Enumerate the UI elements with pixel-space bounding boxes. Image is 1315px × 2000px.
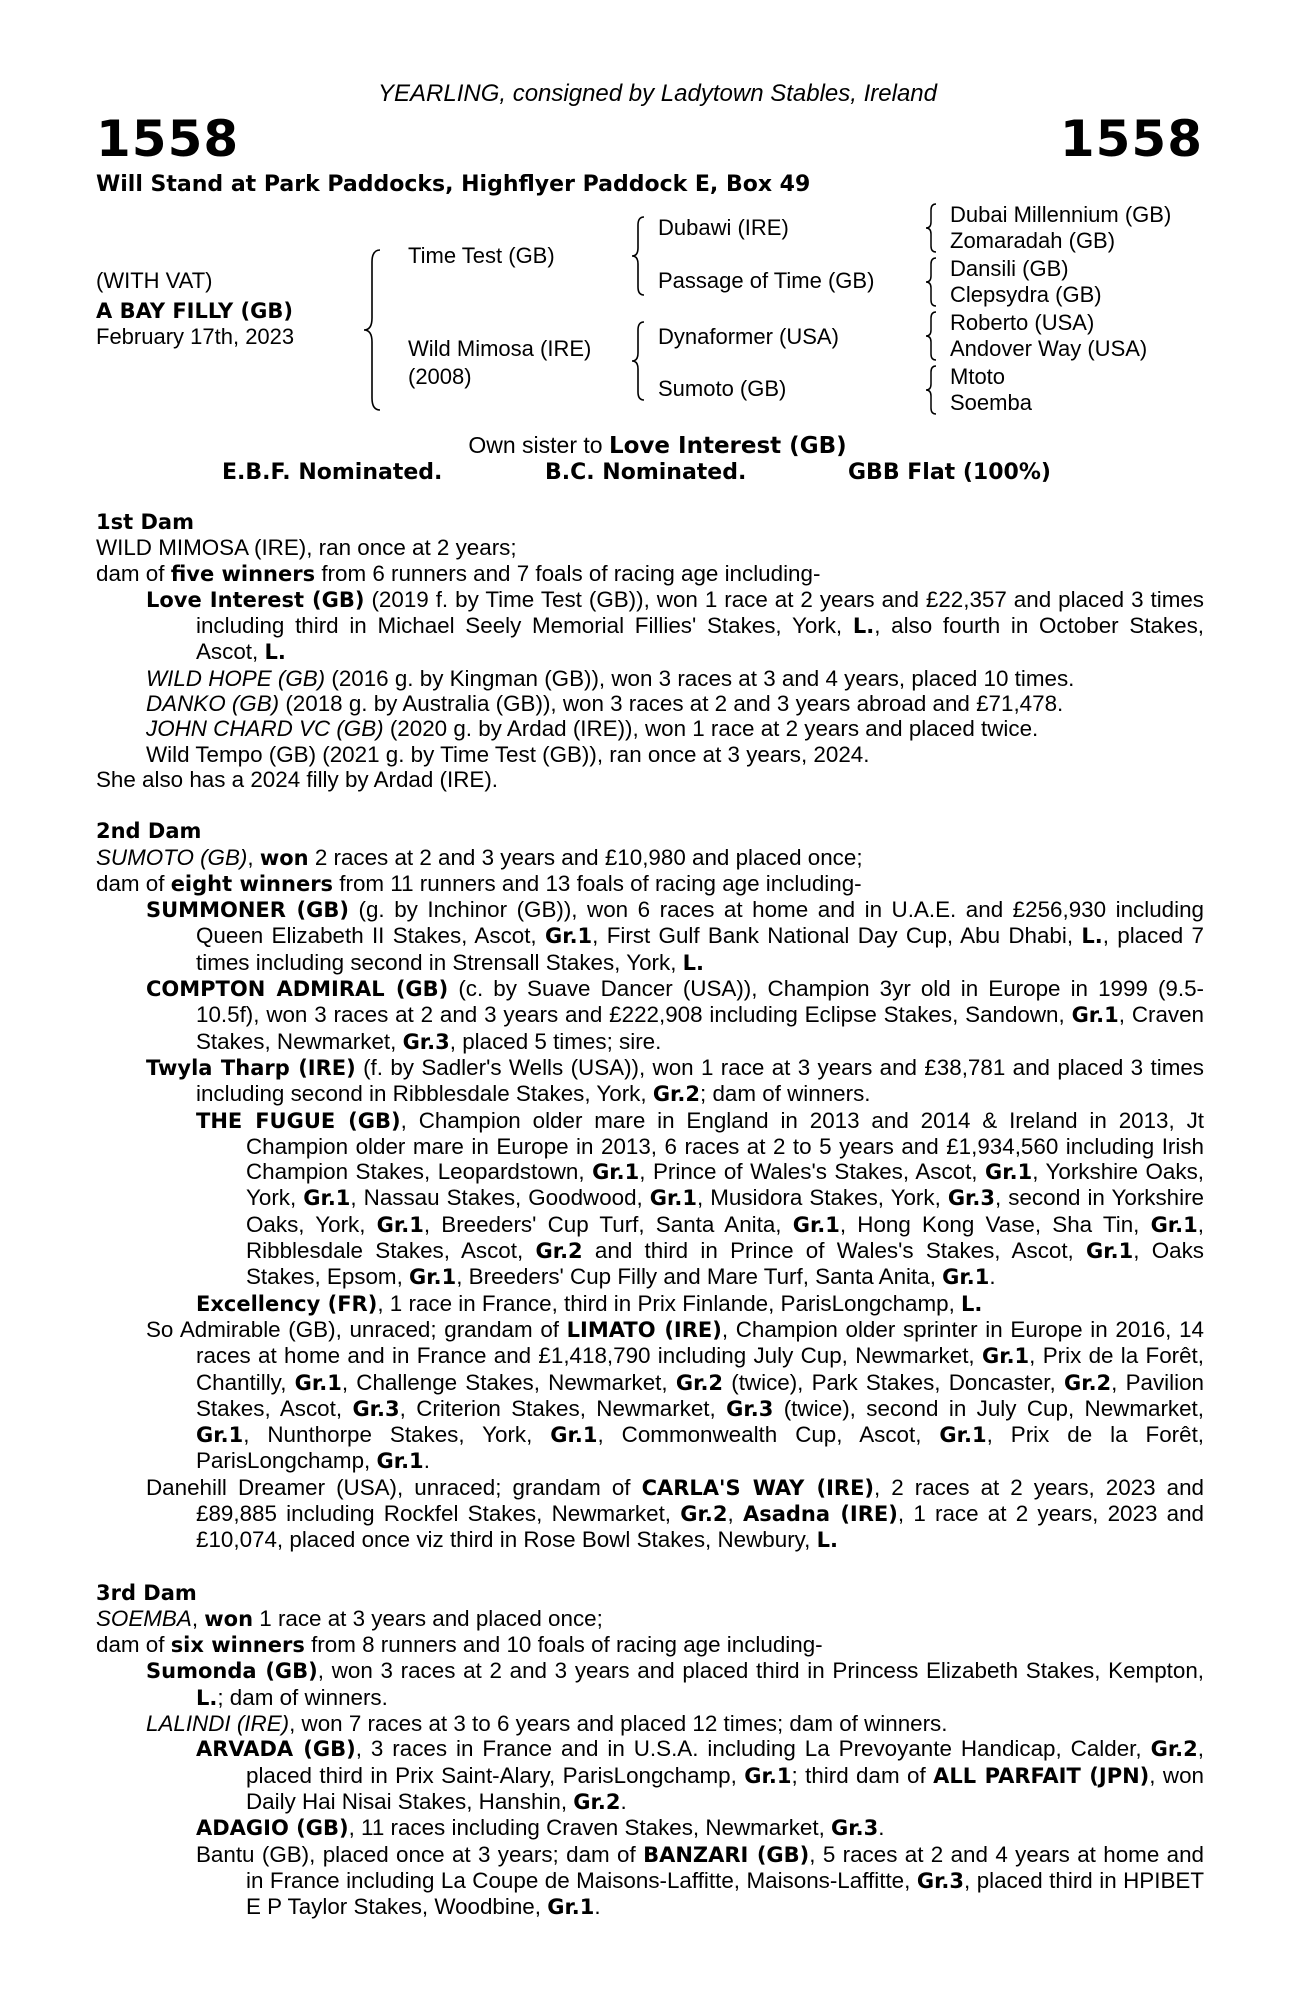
ancestor-g3: Dansili (GB): [950, 256, 1069, 281]
consignment-line: YEARLING, consigned by Ladytown Stables, Ireland: [378, 80, 937, 107]
dam-name: Wild Mimosa (IRE): [408, 336, 592, 361]
second-dam-line: SUMOTO (GB), won 2 races at 2 and 3 years and £10,980 and placed once;: [96, 844, 863, 870]
produce-entry: Excellency (FR), 1 race in France, third in Prix Finlande, ParisLongchamp, L.: [196, 1290, 983, 1316]
gbb-flat: GBB Flat (100%): [848, 460, 1051, 485]
dam-sire: Dynaformer (USA): [658, 324, 839, 349]
produce-entry: JOHN CHARD VC (GB) (2020 g. by Ardad (IRE)), won 1 race at 2 years and placed twice.: [146, 716, 1039, 742]
brace-g1: [924, 202, 946, 254]
produce-entry: Wild Tempo (GB) (2021 g. by Time Test (GB)), ran once at 3 years, 2024.: [146, 741, 870, 767]
subject-dob: February 17th, 2023: [96, 324, 295, 349]
produce-entry: DANKO (GB) (2018 g. by Australia (GB)), won 3 races at 2 and 3 years abroad and £71,478.: [146, 691, 1064, 717]
first-dam-produce-summary: dam of five winners from 6 runners and 7 foals of racing age including-: [96, 560, 821, 586]
first-dam-heading: 1st Dam: [96, 510, 194, 534]
stand-location: Will Stand at Park Paddocks, Highflyer Paddock E, Box 49: [96, 172, 811, 197]
produce-record: [96, 510, 1204, 1920]
produce-entry: COMPTON ADMIRAL (GB) (c. by Suave Dancer (USA)), Champion 3yr old in Europe in 1999 (9.5-10.5f), won 3 races at 2 and 3 years and £222,908 including Eclipse Stakes, Sandown, Gr.1, Craven Stakes, Newmarket, Gr.3, placed 5 times; sire.: [146, 976, 1205, 1054]
ancestor-g2: Zomaradah (GB): [950, 228, 1116, 253]
produce-entry: Love Interest (GB) (2019 f. by Time Test (GB)), won 1 race at 2 years and £22,357 and placed 3 times including third in Michael Seely Memorial Fillies' Stakes, York, L., also fourth in October Stakes, Ascot, L.: [146, 586, 1205, 665]
brace-sire: [630, 215, 654, 297]
brace-main: [362, 248, 392, 412]
produce-entry: Twyla Tharp (IRE) (f. by Sadler's Wells (USA)), won 1 race at 3 years and £38,781 and placed 3 times including second in Ribblesdale Stakes, York, Gr.2; dam of winners.: [146, 1054, 1204, 1107]
produce-entry: ARVADA (GB), 3 races in France and in U.S.A. including La Prevoyante Handicap, Calder, Gr.2, placed third in Prix Saint-Alary, ParisLongchamp, Gr.1; third dam of ALL PARFAIT (JPN), won Daily Hai Nisai Stakes, Hanshin, Gr.2.: [196, 1736, 1205, 1814]
ancestor-g7: Mtoto: [950, 364, 1006, 389]
sire-sire: Dubawi (IRE): [658, 215, 789, 240]
second-dam-heading: 2nd Dam: [96, 819, 202, 844]
ancestor-g6: Andover Way (USA): [950, 336, 1148, 361]
produce-entry: WILD HOPE (GB) (2016 g. by Kingman (GB)), won 3 races at 3 and 4 years, placed 10 times.: [146, 665, 1075, 691]
third-dam-heading: 3rd Dam: [96, 1580, 197, 1605]
second-dam-produce-summary: dam of eight winners from 11 runners and 13 foals of racing age including-: [96, 870, 862, 896]
brace-g3: [924, 310, 946, 362]
ancestor-g4: Clepsydra (GB): [950, 282, 1102, 307]
produce-entry: Sumonda (GB), won 3 races at 2 and 3 years and placed third in Princess Elizabeth Stakes, Kempton, L.; dam of winners.: [146, 1658, 1204, 1710]
sire-dam: Passage of Time (GB): [658, 268, 875, 293]
produce-entry: THE FUGUE (GB), Champion older mare in England in 2013 and 2014 & Ireland in 2013, Jt Champion older mare in Europe in 2013, 6 races at 2 to 5 years and £1,934,560 including Irish Champion Stakes, Leopardstown, Gr.1, Prince of Wales's Stakes, Ascot, Gr.1, Yorkshire Oaks, York, Gr.1, Nassau Stakes, Goodwood, Gr.1, Musidora Stakes, York, Gr.3, second in Yorkshire Oaks, York, Gr.1, Breeders' Cup Turf, Santa Anita, Gr.1, Hong Kong Vase, Sha Tin, Gr.1, Ribblesdale Stakes, Ascot, Gr.2 and third in Prince of Wales's Stakes, Ascot, Gr.1, Oaks Stakes, Epsom, Gr.1, Breeders' Cup Filly and Mare Turf, Santa Anita, Gr.1.: [196, 1107, 1205, 1290]
own-sister-line: Own sister to Love Interest (GB): [468, 432, 847, 459]
vat-note: (WITH VAT): [96, 268, 213, 293]
produce-entry: LALINDI (IRE), won 7 races at 3 to 6 years and placed 12 times; dam of winners.: [146, 1711, 948, 1737]
produce-entry: ADAGIO (GB), 11 races including Craven Stakes, Newmarket, Gr.3.: [196, 1815, 885, 1841]
ancestor-g1: Dubai Millennium (GB): [950, 202, 1172, 227]
produce-entry: So Admirable (GB), unraced; grandam of LIMATO (IRE), Champion older sprinter in Europe in 2016, 14 races at home and in France and £1,418,790 including July Cup, Newmarket, Gr.1, Prix de la Forêt, Chantilly, Gr.1, Challenge Stakes, Newmarket, Gr.2 (twice), Park Stakes, Doncaster, Gr.2, Pavilion Stakes, Ascot, Gr.3, Criterion Stakes, Newmarket, Gr.3 (twice), second in July Cup, Newmarket, Gr.1, Nunthorpe Stakes, York, Gr.1, Commonwealth Cup, Ascot, Gr.1, Prix de la Forêt, ParisLongchamp, Gr.1.: [146, 1316, 1205, 1474]
subject-name: A BAY FILLY (GB): [96, 299, 293, 323]
ancestor-g8: Soemba: [950, 390, 1032, 415]
first-dam-note: She also has a 2024 filly by Ardad (IRE).: [96, 766, 499, 792]
third-dam-line: SOEMBA, won 1 race at 3 years and placed once;: [96, 1605, 603, 1631]
produce-entry: Bantu (GB), placed once at 3 years; dam of BANZARI (GB), 5 races at 2 and 4 years at home and in France including La Coupe de Maisons-Laffitte, Maisons-Laffitte, Gr.3, placed third in HPIBET E P Taylor Stakes, Woodbine, Gr.1.: [196, 1841, 1204, 1920]
brace-dam: [630, 320, 654, 402]
produce-entry: Danehill Dreamer (USA), unraced; grandam of CARLA'S WAY (IRE), 2 races at 2 years, 2023 and £89,885 including Rockfel Stakes, Newmarket, Gr.2, Asadna (IRE), 1 race at 2 years, 2023 and £10,074, placed once viz third in Rose Bowl Stakes, Newbury, L.: [146, 1474, 1205, 1553]
third-dam-produce-summary: dam of six winners from 8 runners and 10 foals of racing age including-: [96, 1632, 823, 1658]
lot-number-left: 1558: [96, 110, 240, 168]
brace-g2: [924, 256, 946, 308]
sister-name: Love Interest (GB): [608, 433, 847, 459]
brace-g4: [924, 364, 946, 416]
lot-number-right: 1558: [1059, 110, 1203, 168]
ebf-nomination: E.B.F. Nominated.: [222, 460, 443, 485]
produce-entry: SUMMONER (GB) (g. by Inchinor (GB)), won 6 races at home and in U.A.E. and £256,930 including Queen Elizabeth II Stakes, Ascot, Gr.1, First Gulf Bank National Day Cup, Abu Dhabi, L., placed 7 times including second in Strensall Stakes, York, L.: [146, 897, 1204, 975]
dam-year: (2008): [408, 364, 472, 389]
sire: Time Test (GB): [408, 243, 555, 268]
first-dam-line: WILD MIMOSA (IRE), ran once at 2 years;: [96, 535, 517, 561]
dam-dam: Sumoto (GB): [658, 376, 787, 401]
bc-nomination: B.C. Nominated.: [545, 460, 747, 485]
ancestor-g5: Roberto (USA): [950, 310, 1095, 335]
